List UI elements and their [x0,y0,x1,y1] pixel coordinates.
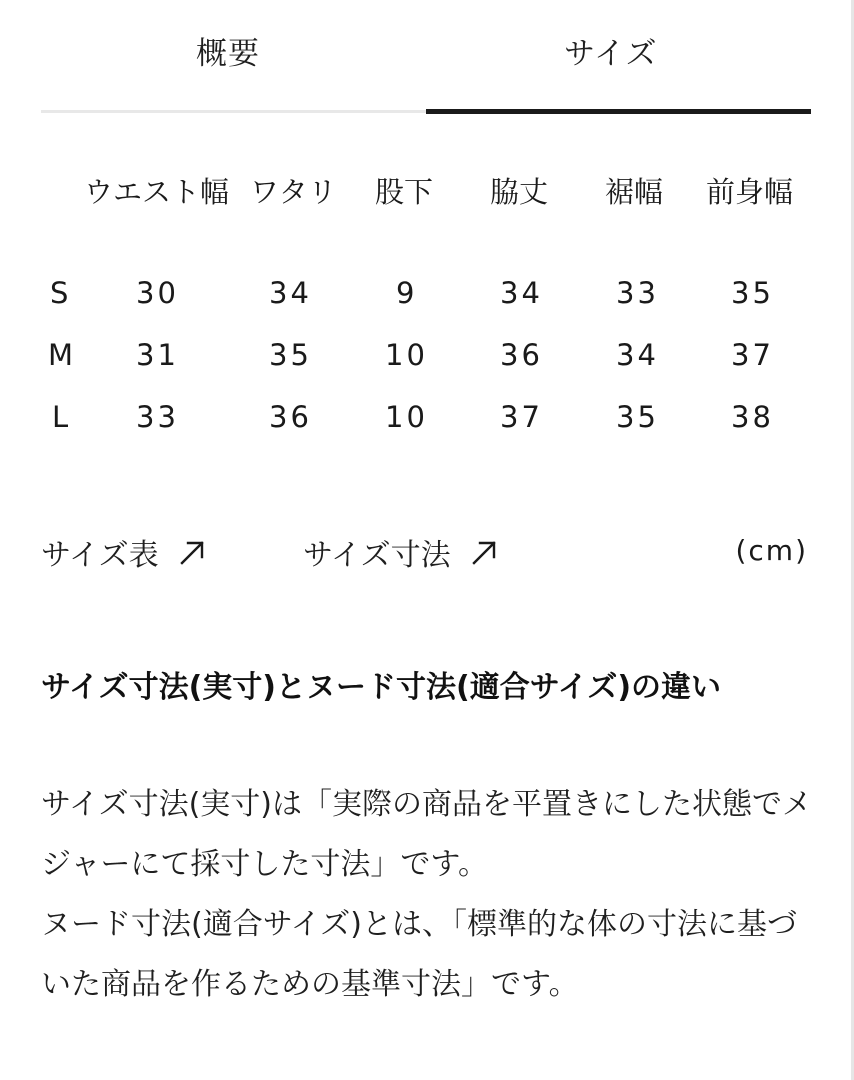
tab-size-label: サイズ [564,36,658,72]
tab-size-active-underline [426,109,811,114]
tab-size[interactable] [426,0,811,116]
size-dimensions-link-label: サイズ寸法 [303,538,451,573]
row-size-label: S [50,276,72,310]
size-dimensions-link[interactable] [303,530,497,574]
column-header-hem-width: 裾幅 [605,175,664,209]
table-cell: 10 [385,338,428,372]
table-cell: 37 [731,338,774,372]
external-arrow-icon [471,539,497,565]
column-header-front-width: 前身幅 [706,175,794,209]
size-chart-link[interactable] [41,530,205,574]
table-cell: 34 [616,338,659,372]
tab-overview[interactable] [41,0,426,116]
table-cell: 37 [500,400,543,434]
table-cell: 36 [500,338,543,372]
table-cell: 35 [269,338,312,372]
column-header-thigh: ワタリ [250,175,337,209]
row-size-label: M [48,338,77,372]
table-cell: 38 [731,400,774,434]
tab-overview-underline [41,110,426,113]
table-cell: 10 [385,400,428,434]
table-cell: 35 [616,400,659,434]
table-cell: 33 [136,400,179,434]
actual-size-description: サイズ寸法(実寸)は「実際の商品を平置きにした状態でメジャーにて採寸した寸法」です。 [41,787,813,882]
size-difference-heading: サイズ寸法(実寸)とヌード寸法(適合サイズ)の違い [41,670,722,705]
table-cell: 30 [136,276,179,310]
nude-size-description: ヌード寸法(適合サイズ)とは、「標準的な体の寸法に基づいた商品を作るための基準寸法」です。 [41,907,798,1002]
table-cell: 36 [269,400,312,434]
column-header-inseam: 股下 [375,175,434,209]
table-cell: 34 [500,276,543,310]
table-cell: 31 [136,338,179,372]
tab-bar [41,0,811,116]
table-cell: 34 [269,276,312,310]
row-size-label: L [52,400,72,434]
external-arrow-icon [179,539,205,565]
table-cell: 33 [616,276,659,310]
column-header-waist: ウエスト幅 [84,175,230,209]
unit-label: (cm) [735,534,808,567]
tab-overview-label: 概要 [196,36,260,72]
size-chart-link-label: サイズ表 [41,538,159,573]
table-cell: 9 [396,276,418,310]
table-cell: 35 [731,276,774,310]
column-header-side-length: 脇丈 [490,175,549,209]
size-links-row [0,530,854,574]
